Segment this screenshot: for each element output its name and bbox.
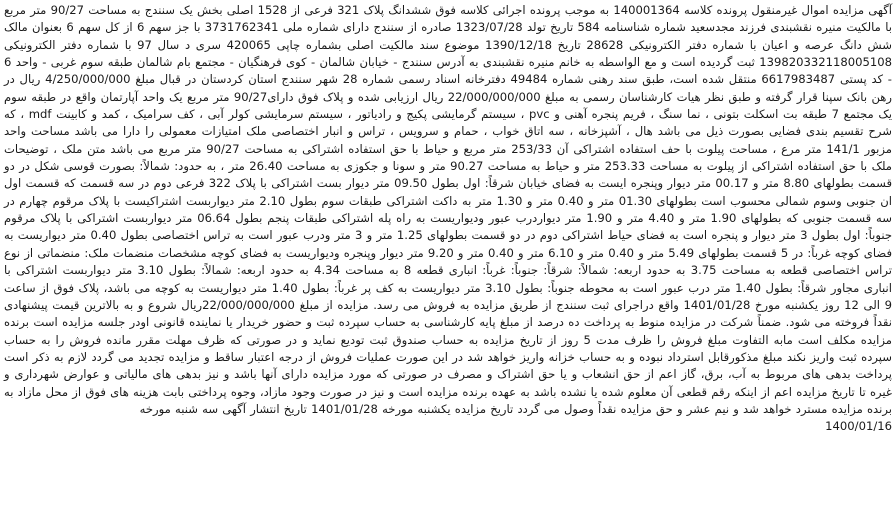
publication-date: 1400/01/16 [825,419,892,434]
auction-notice-body: آگهی مزایده اموال غیرمنقول پرونده کلاسه 140001364 به موجب پرونده اجرائی کلاسه فوق ششدانگ پلاک 321 فرعی از 1528 اصلی بخش یک سنندج به مساحت 90/27 متر مربع با مالکیت منیره نقشبندی فرزند مجدسعید شماره شناسنامه 584 تاریخ تولد 1323/07/28 صادره از سنندج دارای شماره ملی 3731762341 با جز سهم 6 از کل سهم 6 بعنوان مالک شش دانگ عرصه و اعیان با شماره دفتر الکترونیکی 28628 تاریخ 1390/12/18 موضوع سند مالکیت اصلی بشماره چاپی 420065 سری د سال 97 با شماره دفتر الکترونیکی 139820332118005108 ثبت گردیده است و مع الواسطه به خانم منیره نقشبندی به آدرس سنندج - خیابان شالمان - کوی فرهنگیان - مجتمع بام شالمان طبقه سوم غربی - واحد 6 - کد پستی 6617983487 منتقل شده است، طبق سند رهنی شماره 49484 دفترخانه اسناد رسمی شماره 28 شهر سنندج استان کردستان در قبال مبلغ 4/250/000/000 ریال در رهن بانک سپنا قرار گرفته و طبق نظر هیات کارشناسان رسمی به مبلغ 22/000/000/000 ریال ارزیابی شده و پلاک فوق دارای90/27 متر مربع یک واحد آپارتمان واقع در طبقه سوم یک مجتمع 7 طبقه بت اسکلت بتونی ، نما سنگ ، فریم پنجره آهنی و pvc ، سیستم گرمایشی پکیج و رادیاتور ، سیستم سرمایشی کولر آبی ، کف سرامیک ، کمد و کابینت mdf ، که شرح تقسیم بندی فضایی بصورت ذیل می باشد هال ، آشپزخانه ، سه اتاق خواب ، حمام و سرویس ، تراس و انبار اختصاصی ملک امتیازات معمولی را دارا می باشد مساحت واحد مزبور 141/1 متر مرع ، مساحت پیلوت با حف استفاده اشتراکی آن 253/33 متر مربع و حیاط با حق استفاده اشتراکی به مساحت 90/27 متر مربع می باشد متن ملک ، توضیحات ملک با حق استفاده اشتراکی از پیلوت به مساحت 253.33 متر و حیاط به مساحت 90.27 متر و سونا و جکوزی به مساحت 26.40 متر ، به حدود: شمالاً: بصورت قوسی شکل در دو قسمت بطولهای 8.80 متر و 00.17 متر دیوار وپنجره ایست به فضای خیابان شرقاً: اول بطول 09.50 متر دیوار بست اشتراکی با پلاک 322 فرعی دوم در سه قسمت که قسمت اول ان جنوبی وسوم شمالی محسوب است بطولهای 01.30 متر و 0.40 متر و 1.30 متر به داکت اشتراکی طبقات سوم بطول 2.10 متر دیواربست اشتراکیست با پلاک مرقوم چهارم در سه قسمت جنوبی که بطولهای 1.90 متر و 4.40 متر و 1.90 متر دیواردرب عبور ودیواریست به راه پله اشتراکی طبقات پنجم بطول 06.64 متر دیواربست اشتراکی با پلاک مرقوم جنوباً: اول بطول 3 متر دیوار و پنجره است به فضای حیاط اشتراکی دوم در دو قسمت بطولهای 1.25 متر و 3 متر ودرب عبور است به تراس اختصاصی بطول 0.40 متر دیواریست به فضای کوچه غرباً: در 5 قسمت بطولهای 5.49 متر و 0.40 متر و 6.10 متر و 0.40 متر و 9.20 متر دیوار وپنجره ودیواریست به فضای کوچه مشخصات منضمات ملک: منضماتی از نوع تراس اختصاصی قطعه به مساحت 3.75 به حدود اربعه: شمالاً: شرقاً: جنوباً: غرباً: انباری قطعه 8 به مساحت 4.34 به حدود اربعه: شمالاً: بطول 3.10 متر دیواربست اشتراکی با انباری مجاور شرقاً: بطول 1.40 متر درب عبور است به محوطه جنوباً: بطول 3.10 متر دیواریست به کف پر غرباً: بطول 1.40 متر دیواریست به کوچه می باشد، پلاک فوق از ساعت 9 الی 12 روز یکشنبه مورخ 1401/01/28 واقع دراجرای ثبت سنندج از طریق مزایده به فروش می رسد. مزایده از مبلغ 22/000/000/000ریال شروع و به بالاترین قیمت پیشنهادی نقداً فروخته می شود. ضمناً شرکت در مزایده منوط به پرداخت ده درصد از مبلغ پایه کارشناسی به حساب سپرده ثبت و حضور خریدار یا نماینده قانونی اودر جلسه مزایده است برنده مزایده مکلف است مابه التفاوت مبلغ فروش را ظرف مدت 5 روز از تاریخ مزایده به حساب صندوق ثبت تودیع نماید و در صورتی که ظرف مهلت مقرر مانده فروش را به حساب سپرده ثبت واریز نکند مبلغ مذکورقابل استرداد نبوده و به حساب خزانه واریز خواهد شد در این صورت عملیات فروش از درجه اعتبار ساقط و مزایده تجدید می گردد لازم به ذکر است پرداخت بدهی های مربوط به آب، برق، گاز اعم از حق انشعاب و یا حق اشتراک و مصرف در صورتی که مورد مزایده دارای آنها باشد و نیز بدهی های مالیاتی و عوارض شهرداری و غیره تا تاریخ مزایده اعم از اینکه رقم قطعی آن معلوم شده یا نشده باشد به عهده برنده مزایده است و نیز در صورت وجود مازاد، وجوه پرداختی بابت هزینه های فوق از محل مازاد به برنده مزایده مسترد خواهد شد و نیم عشر و حق مزایده نقداً وصول می گردد تاریخ مزایده یکشنبه مورخه 1401/01/28 تاریخ انتشار آگهی سه شنبه مورخه [4,3,893,416]
